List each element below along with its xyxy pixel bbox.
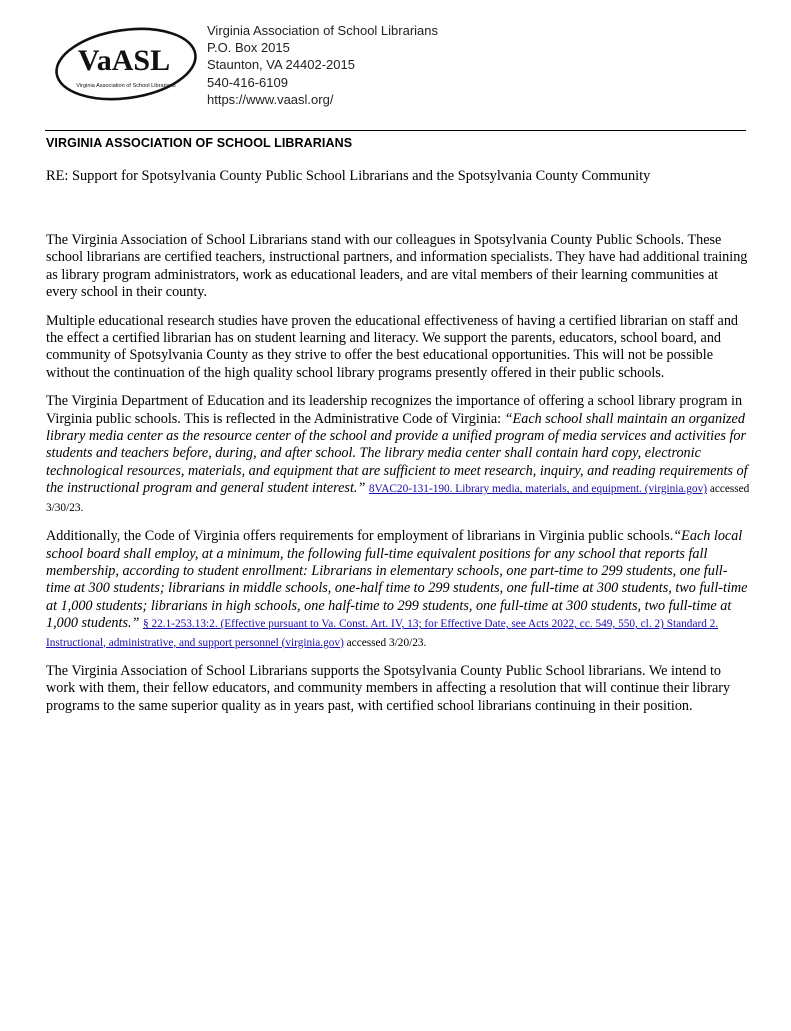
- paragraph-1: The Virginia Association of School Librarians stand with our colleagues in Spotsylvania County Public Schools. These school librarians are certified teachers, instructional partners, and information specialists. They have had additional training as library program administrators, work as educational leaders, and are vital members of their learning communities at every school in their county.: [46, 232, 748, 301]
- logo-subtext: Virginia Association of School Librarians: [76, 83, 176, 89]
- code-of-virginia-quote: “Each local school board shall employ, at a minimum, the following full-time equivalent positions for any school that reports fall membership, according to student enrollment: Librarians in elementary schools, one part-time to 299 students, one full-time at 300 students; librarians in middle schools, one-half time to 299 students, one full-time at 300 students, two full-time at 1,000 students; librarians in high schools, one half-time to 299 students, one full-time at 300 students, two full-time at 1,000 students.”: [46, 528, 748, 632]
- website-url: https://www.vaasl.org/: [207, 91, 334, 107]
- admin-code-link[interactable]: 8VAC20-131-190. Library media, materials, and equipment. (virginia.gov): [368, 483, 707, 496]
- code-of-virginia-link[interactable]: § 22.1-253.13:2. (Effective pursuant to Va. Const. Art. IV, 13; for Effective Date, see Acts 2022, cc. 549, 550, cl. 2) Standard 2. Instructional, administrative, and support personnel (virginia.gov): [46, 618, 719, 649]
- admin-code-quote: “Each school shall maintain an organized library media center as the resource center of the school and provide a unified program of media services and activities for students and teachers before, during, and after school. The library media center shall contain hard copy, electronic technological resources, materials, and equipment that are sufficient to meet research, inquiry, and reading requirements of the instructional program and general student interest.”: [46, 410, 748, 497]
- admin-code-accessed: accessed 3/30/23.: [46, 483, 750, 514]
- letter-body: [46, 232, 750, 726]
- address-line-2: Staunton, VA 24402-2015: [207, 57, 355, 73]
- letterhead-address: [207, 22, 438, 108]
- address-line-1: P.O. Box 2015: [207, 40, 290, 56]
- paragraph-2: Multiple educational research studies have proven the educational effectiveness of having a certified librarian on staff and the effect a certified librarian has on student learning and literacy. We support the parents, educators, school board, and community of Spotsylvania County as they strive to offer the best educational opportunities. This will not be possible without the continuation of the high quality school library programs presently offered in their public schools.: [46, 312, 739, 381]
- logo-text: VaASL: [77, 44, 171, 77]
- paragraph-3-intro: The Virginia Department of Education and its leadership recognizes the importance of offering a school library program in Virginia public schools. This is reflected in the Administrative Code of Virginia:: [46, 393, 743, 427]
- subject-line: RE: Support for Spotsylvania County Public School Librarians and the Spotsylvania County Community: [46, 168, 651, 184]
- paragraph-3: [46, 393, 750, 517]
- paragraph-4: [46, 528, 750, 652]
- vaasl-logo: [52, 24, 200, 102]
- phone-number: 540-416-6109: [207, 74, 288, 90]
- code-of-virginia-accessed: accessed 3/20/23.: [343, 636, 427, 649]
- header-divider: [45, 130, 746, 131]
- paragraph-5: The Virginia Association of School Librarians supports the Spotsylvania County Public School librarians. We intend to work with them, their fellow educators, and community members in affecting a resolution that will continue their library programs to the same superior quality as in years past, with certified school librarians continuing in their position.: [46, 662, 731, 714]
- org-heading: VIRGINIA ASSOCIATION OF SCHOOL LIBRARIANS: [46, 136, 353, 150]
- org-name: Virginia Association of School Librarians: [207, 23, 439, 38]
- paragraph-4-intro: Additionally, the Code of Virginia offers requirements for employment of librarians in Virginia public schools.: [46, 528, 674, 545]
